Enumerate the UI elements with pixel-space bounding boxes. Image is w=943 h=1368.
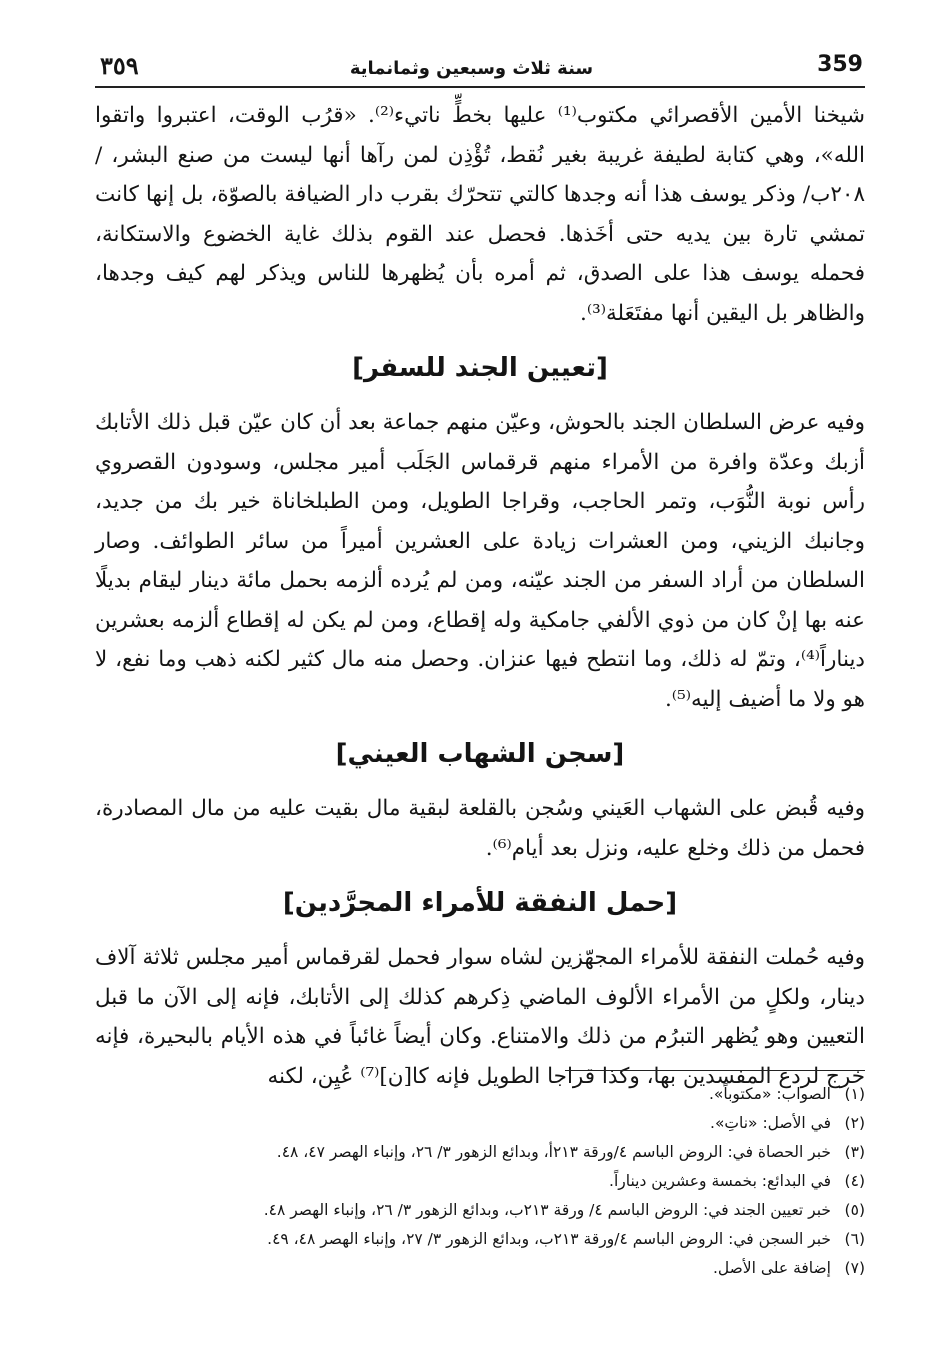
paragraph-expenses: وفيه حُملت النفقة للأمراء المجهّزين لشاه سوار فحمل لقرقماس أمير مجلس ثلاثة آلاف دينار، ولكلٍ من الأمراء الألوف الماضي ذِكرهم كذلك إلى الأتابك، فإنه إلى الآن ما قبل التعيين وهو يُظهر التبرُم من ذلك والامتناع. وكان أيضاً غائباً في هذه الأيام بالبحيرة، فإنه خرج لردع المفسدين بها، وكذا قراجا الطويل فإنه كا[ن]⁽⁷⁾ عُيِن، لكنه — [95, 945, 865, 1089]
footnote-text: الصواب: «مكتوباً». — [708, 1085, 831, 1103]
footnote-item — [95, 1254, 865, 1283]
main-text — [95, 96, 865, 1096]
footnote-item — [95, 1109, 865, 1138]
footnote-text: خبر تعيين الجند في: الروض الباسم ٤/ ورقة ٢١٣ب، وبدائع الزهور ٣/ ٢٦، وإنباء الهصر ٤٨. — [263, 1201, 831, 1219]
footnotes — [95, 1080, 865, 1283]
footnote-text: خبر الحصاة في: الروض الباسم ٤/ورقة ٢١٣أ، وبدائع الزهور ٣/ ٢٦، وإنباء الهصر ٤٧، ٤٨. — [276, 1143, 831, 1161]
footnote-number: (٣) — [844, 1143, 865, 1161]
footnote-text: في الأصل: «ناتِ». — [710, 1114, 831, 1132]
section-heading-expenses: [حمل النفقة للأمراء المجرَّدين] — [282, 888, 678, 918]
footnote-number: (٥) — [844, 1201, 865, 1219]
footnote-item — [95, 1138, 865, 1167]
footnote-text: إضافة على الأصل. — [712, 1259, 831, 1277]
footnote-number: (٤) — [844, 1172, 865, 1190]
paragraph-prison: وفيه قُبض على الشهاب العَيني وسُجن بالقلعة لبقية مال بقيت عليه من مال المصادرة، فحمل من ذلك وخلع عليه، ونزل بعد أيام⁽⁶⁾. — [95, 796, 865, 861]
running-title: سنة ثلاث وسبعين وثمانماية — [349, 58, 594, 79]
section-heading-troops: [تعيين الجند للسفر] — [352, 353, 608, 383]
section-heading-prison: [سجن الشهاب العيني] — [335, 739, 625, 769]
footnote-item — [95, 1196, 865, 1225]
page-number-arabic: ٣٥٩ — [100, 54, 139, 80]
footnote-number: (١) — [844, 1085, 865, 1103]
footnote-text: في البدائع: بخمسة وعشرين ديناراً. — [609, 1172, 831, 1190]
paragraph-troops: وفيه عرض السلطان الجند بالحوش، وعيّن منهم جماعة بعد أن كان عيّن قبل ذلك الأتابك أزبك وعدّة وافرة من الأمراء منهم قرقماس الجَلَب أمير مجلس، وسودون القصروي رأس نوبة النُّوَب، وتمر الحاجب، وقراجا الطويل، ومن الطبلخاناة خير بك من جديد، وجانبك الزيني، ومن العشرات زيادة على العشرين أميراً من سائر الطوائف. وصار السلطان من أراد السفر من الجند عيّنه، ومن لم يُرده ألزمه بحمل مائة دينار ليقام بديلًا عنه بها إنْ كان من ذوي الألفي جامكية وله إقطاع، ومن لم يكن له إقطاع ألزمه بعشرين ديناراً⁽⁴⁾، وتمّ له ذلك، وما انتطح فيها عنزان. وحصل منه مال كثير لكنه ذهب وما نفع، لا هو ولا ما أضيف إليه⁽⁵⁾. — [94, 410, 865, 712]
page-number-latin: 359 — [817, 52, 863, 77]
footnote-item — [95, 1167, 865, 1196]
footnote-item — [95, 1225, 865, 1254]
footnote-item — [95, 1080, 865, 1109]
footnote-number: (٧) — [844, 1259, 865, 1277]
footnote-text: خبر السجن في: الروض الباسم ٤/ورقة ٢١٣ب، وبدائع الزهور ٣/ ٢٧، وإنباء الهصر ٤٨، ٤٩. — [267, 1230, 831, 1248]
footnote-number: (٢) — [844, 1114, 865, 1132]
footnote-rule — [565, 1070, 865, 1071]
header-rule — [95, 86, 865, 88]
paragraph-intro: شيخنا الأمين الأقصرائي مكتوب⁽¹⁾ عليها بخطٍّ ناتيء⁽²⁾. «قرُب الوقت، اعتبروا واتقوا الله»، وهي كتابة لطيفة غريبة بغير نُقط، تُؤْذِن لمن رآها أنها ليست من صنع البشر، / ٢٠٨ب/ وذكر يوسف هذا أنه وجدها كالتي تتحرّك بقرب دار الضيافة بالصوّة، بل إنها كانت تمشي تارة بين يديه حتى أخَذها. فحصل عند القوم بذلك غاية الخضوع والاستكانة، فحمله يوسف هذا على الصدق، ثم أمره بأن يُظهرها للناس ويذكر لهم كيف وجدها، والظاهر بل اليقين أنها مفتَعَلة⁽³⁾. — [95, 103, 865, 326]
footnote-number: (٦) — [844, 1230, 865, 1248]
